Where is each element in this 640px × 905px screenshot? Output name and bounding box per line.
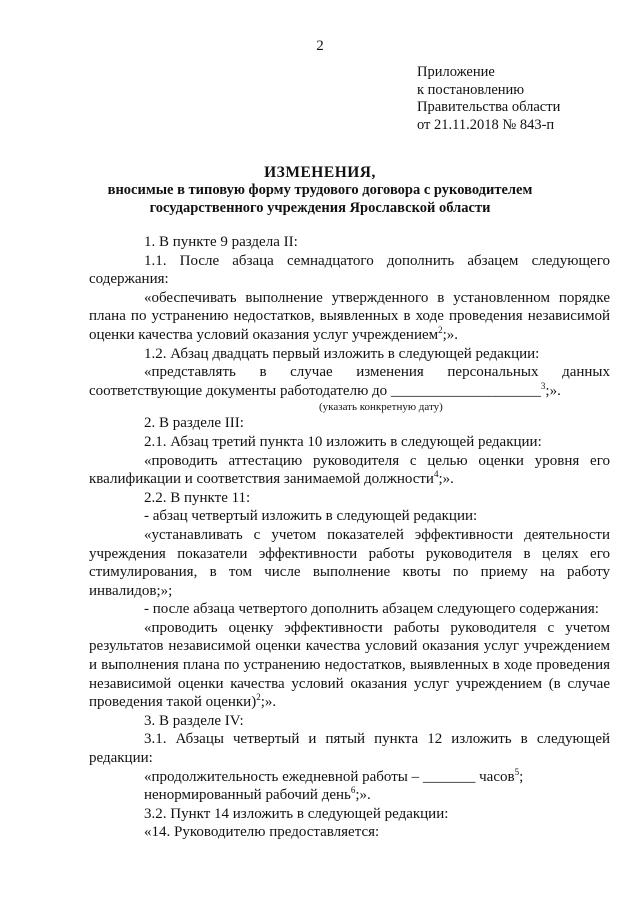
document-body — [89, 233, 610, 842]
footnote-mark: 5 — [514, 766, 520, 777]
quote-text: «продолжительность ежедневной работы – _______ часов — [144, 768, 515, 785]
paragraph: - абзац четвертый изложить в следующей редакции: — [144, 508, 478, 525]
paragraph: 2. В разделе III: — [144, 415, 244, 432]
approval-block — [417, 64, 560, 134]
quote-end: ;». — [260, 694, 277, 711]
quote-text: «представлять в случае изменения персональных данных соответствующие документы работодателю до ____________________ — [89, 364, 610, 399]
quote-end: ;». — [355, 787, 371, 804]
quoted-paragraph — [89, 786, 610, 805]
document-subtitle-line: вносимые в типовую форму трудового договора с руководителем — [107, 182, 533, 198]
footnote-mark: 3 — [540, 380, 546, 391]
quote-text: ненормированный рабочий день — [144, 787, 351, 804]
paragraph: 1.2. Абзац двадцать первый изложить в следующей редакции: — [144, 345, 540, 362]
quoted-paragraph: «устанавливать с учетом показателей эффективности деятельности учреждения показатели эффективности работы руководителя в целях его стимулирования, в том числе выполнение квоты по приему на работу инвалидов;»; — [89, 526, 610, 599]
quote-text: «обеспечивать выполнение утвержденного в установленном порядке плана по устранению недостатков, выявленных в ходе проведения независимой оценки качества условий оказания услуг учреждением — [89, 289, 610, 343]
paragraph: 1.1. После абзаца семнадцатого дополнить абзацем следующего содержания: — [89, 252, 610, 288]
footnote-mark: 6 — [350, 785, 356, 796]
paragraph: 1. В пункте 9 раздела II: — [144, 234, 298, 250]
quoted-paragraph: «14. Руководителю предоставляется: — [144, 824, 380, 841]
paragraph: 3.2. Пункт 14 изложить в следующей редакции: — [144, 805, 449, 822]
quoted-paragraph — [89, 452, 610, 489]
footnote-mark: 2 — [256, 692, 261, 703]
approval-line: к постановлению — [417, 81, 525, 98]
quote-text: «проводить оценку эффективности работы руководителя с учетом результатов независимой оценки качества условий оказания услуг учреждением и выполнения плана по устранению недостатков, выявленных в ходе проведения независимой оценки качества условий оказания услуг учреждением (в случае проведения такой оценки) — [89, 619, 610, 711]
paragraph: 3. В разделе IV: — [144, 712, 244, 729]
page-number: 2 — [316, 38, 324, 54]
document-heading — [0, 163, 640, 217]
document-title: ИЗМЕНЕНИЯ, — [264, 164, 376, 181]
paragraph: 2.1. Абзац третий пункта 10 изложить в следующей редакции: — [144, 433, 542, 450]
quote-end: ;». — [442, 326, 459, 343]
approval-line: Правительства области — [417, 99, 561, 115]
quote-end: ;». — [438, 471, 454, 488]
approval-line: Приложение — [417, 64, 495, 80]
paragraph: 2.2. В пункте 11: — [144, 489, 251, 506]
quoted-paragraph — [89, 289, 610, 345]
quote-end: ;». — [545, 382, 561, 399]
document-subtitle-line: государственного учреждения Ярославской области — [149, 199, 491, 216]
footnote-mark: 4 — [433, 469, 439, 480]
footnote-mark: 2 — [438, 324, 443, 335]
paragraph: 3.1. Абзацы четвертый и пятый пункта 12 изложить в следующей редакции: — [89, 731, 610, 767]
quoted-paragraph — [89, 619, 610, 712]
paragraph: - после абзаца четвертого дополнить абзацем следующего содержания: — [144, 601, 599, 618]
quote-end: ; — [519, 768, 524, 785]
quoted-paragraph — [89, 768, 610, 787]
date-field-note: (указать конкретную дату) — [319, 401, 443, 414]
quote-text: «проводить аттестацию руководителя с целью оценки уровня его квалификации и соответствия занимаемой должности — [89, 452, 610, 488]
quoted-paragraph — [89, 363, 610, 400]
approval-line: от 21.11.2018 № 843-п — [417, 116, 555, 133]
